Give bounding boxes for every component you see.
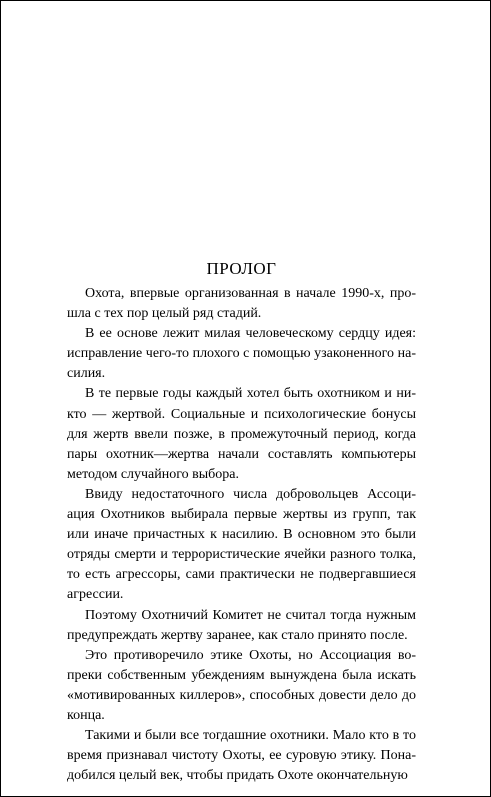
- paragraph: В ее основе лежит милая человеческому сердцу идея: исправление чего-то плохого с помощью узаконенного насилия.: [67, 326, 416, 382]
- paragraph: Это противоречило этике Охоты, но Ассоциация вопреки собственным убеждениям вынуждена была искать «мотивированных киллеров», способных довести дело до конца.: [67, 647, 416, 723]
- paragraph: Поэтому Охотничий Комитет не считал тогда нужным предупреждать жертву заранее, как стало принято после.: [67, 607, 416, 643]
- paragraph: В те первые годы каждый хотел быть охотником и никто — жертвой. Социальные и психологические бонусы для жертв ввели позже, в промежуточный период, когда пары охотник—жертва начали составлять компьютеры методом случайного выбора.: [67, 386, 416, 482]
- paragraph: Такими и были все тогдашние охотники. Мало кто в то время признавал чистоту Охоты, ее суровую этику. Понадобился целый век, чтобы придать Охоте окончательную: [67, 728, 416, 784]
- paragraph: Охота, впервые организованная в начале 1990-х, прошла с тех пор целый ряд стадий.: [67, 286, 416, 322]
- paragraph: Ввиду недостаточного числа добровольцев Ассоциация Охотников выбирала первые жертвы из групп, так или иначе причастных к насилию. В основном это были отряды смерти и террористические ячейки разного толка, то есть агрессоры, сами практически не подвергавшиеся агрессии.: [67, 486, 416, 603]
- page-content: [67, 259, 416, 786]
- chapter-title: ПРОЛОГ: [206, 259, 277, 278]
